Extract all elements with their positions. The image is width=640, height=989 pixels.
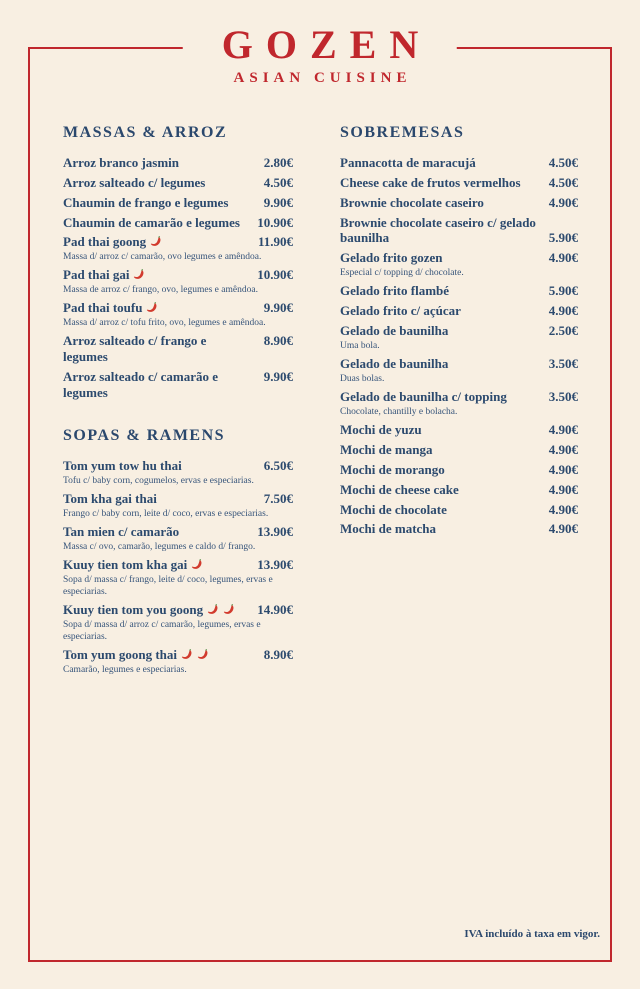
item-name: Pad thai gai	[63, 267, 145, 283]
menu-item	[340, 521, 578, 537]
menu-item	[340, 175, 578, 191]
item-price: 7.50€	[263, 490, 293, 506]
item-price: 4.90€	[548, 422, 578, 438]
menu-item	[340, 283, 578, 299]
menu-item	[340, 250, 578, 279]
item-price: 4.90€	[548, 303, 578, 319]
item-description: Tofu c/ baby corn, cogumelos, ervas e especiarias.	[63, 475, 254, 486]
chili-icon	[145, 301, 158, 314]
item-name: Kuuy tien tom you goong	[63, 602, 235, 618]
item-name: Chaumin de camarão e legumes	[63, 214, 240, 230]
item-description: Massa de arroz c/ frango, ovo, legumes e amêndoa.	[63, 285, 258, 296]
menu-item	[340, 422, 578, 438]
menu-item	[63, 491, 293, 520]
item-name: Tom yum tow hu thai	[63, 457, 182, 473]
item-name: Tan mien c/ camarão	[63, 523, 180, 539]
item-price: 9.90€	[263, 369, 293, 385]
item-price: 6.50€	[263, 457, 293, 473]
item-price: 4.90€	[548, 441, 578, 457]
menu-item	[340, 502, 578, 518]
menu-item	[63, 234, 293, 263]
menu-item	[340, 482, 578, 498]
menu-item	[340, 462, 578, 478]
menu-item	[340, 303, 578, 319]
item-price: 3.50€	[548, 389, 578, 405]
item-price: 8.90€	[263, 647, 293, 663]
item-price: 4.50€	[263, 174, 293, 190]
item-name: Tom yum goong thai	[63, 647, 209, 663]
item-description: Sopa d/ massa c/ frango, leite d/ coco, legumes, ervas e especiarias.	[63, 574, 273, 597]
section-title: SOPAS & RAMENS	[63, 426, 226, 444]
item-name: Mochi de manga	[340, 441, 433, 457]
item-name: Mochi de chocolate	[340, 501, 447, 517]
item-name: Gelado frito gozen	[340, 250, 443, 266]
tax-note: IVA incluído à taxa em vigor.	[464, 928, 600, 940]
item-description: Chocolate, chantilly e bolacha.	[340, 406, 458, 417]
item-name: Mochi de yuzu	[340, 422, 422, 438]
item-price: 4.50€	[548, 174, 578, 190]
item-price: 2.80€	[263, 155, 293, 170]
item-name: Tom kha gai thai	[63, 490, 157, 506]
header	[183, 20, 457, 93]
item-name: Cheese cake de frutos vermelhos	[340, 174, 521, 190]
menu-item	[63, 333, 293, 365]
menu-item	[63, 267, 293, 296]
right-column	[340, 124, 578, 680]
menu-item	[63, 557, 293, 598]
chili-icon	[180, 648, 193, 661]
item-name: Pad thai goong	[63, 234, 162, 250]
item-price: 9.90€	[263, 194, 293, 210]
menu-item	[63, 175, 293, 191]
item-price: 13.90€	[257, 556, 293, 572]
item-description: Especial c/ topping d/ chocolate.	[340, 268, 464, 279]
section-sobremesas	[340, 124, 578, 537]
menu-item	[63, 300, 293, 329]
item-name: Pad thai toufu	[63, 300, 158, 316]
item-name: Mochi de morango	[340, 461, 445, 477]
item-price: 9.90€	[263, 300, 293, 316]
item-description: Frango c/ baby corn, leite d/ coco, ervas e especiarias.	[63, 508, 269, 519]
menu-item	[63, 369, 293, 401]
item-price: 5.90€	[548, 230, 578, 246]
item-price: 10.90€	[257, 214, 293, 230]
menu-item	[63, 458, 293, 487]
item-name: Brownie chocolate caseiro c/ gelado baunilha	[340, 214, 536, 246]
restaurant-tagline: ASIAN CUISINE	[233, 70, 412, 86]
item-price: 14.90€	[257, 602, 293, 618]
item-price: 11.90€	[257, 234, 293, 250]
item-price: 4.90€	[548, 501, 578, 517]
item-price: 4.90€	[548, 250, 578, 266]
item-description: Camarão, legumes e especiarias.	[63, 665, 187, 676]
item-description: Sopa d/ massa d/ arroz c/ camarão, legumes, ervas e especiarias.	[63, 620, 261, 643]
item-price: 8.90€	[263, 333, 293, 349]
item-price: 5.90€	[548, 283, 578, 299]
chili-icon	[132, 268, 145, 281]
item-name: Kuuy tien tom kha gai	[63, 557, 203, 573]
menu-item	[63, 155, 293, 171]
item-name: Pannacotta de maracujá	[340, 155, 476, 170]
item-name: Arroz salteado c/ frango e legumes	[63, 333, 207, 365]
item-name: Brownie chocolate caseiro	[340, 194, 484, 210]
item-name: Arroz branco jasmin	[63, 155, 180, 170]
chili-icon	[222, 603, 235, 616]
item-price: 2.50€	[548, 323, 578, 339]
chili-icon	[190, 558, 203, 571]
section-massas-arroz	[63, 124, 293, 401]
chili-icon	[196, 648, 209, 661]
menu-item	[63, 524, 293, 553]
menu-item	[340, 389, 578, 418]
menu-item	[63, 215, 293, 231]
item-price: 13.90€	[257, 523, 293, 539]
item-name: Arroz salteado c/ legumes	[63, 174, 206, 190]
item-name: Mochi de cheese cake	[340, 481, 459, 497]
item-name: Gelado de baunilha c/ topping	[340, 389, 507, 405]
item-price: 4.90€	[548, 481, 578, 497]
section-title: MASSAS & ARROZ	[63, 124, 228, 141]
menu-item	[63, 195, 293, 211]
chili-icon	[206, 603, 219, 616]
item-description: Massa d/ arroz c/ camarão, ovo legumes e amêndoa.	[63, 252, 262, 263]
menu-item	[63, 602, 293, 643]
item-price: 4.50€	[548, 155, 578, 170]
item-price: 4.90€	[548, 194, 578, 210]
menu-item	[63, 647, 293, 676]
item-description: Uma bola.	[340, 340, 380, 351]
item-name: Chaumin de frango e legumes	[63, 194, 229, 210]
item-name: Mochi de matcha	[340, 521, 437, 537]
chili-icon	[149, 235, 162, 248]
restaurant-name: GOZEN	[221, 22, 432, 67]
item-name: Gelado de baunilha	[340, 356, 449, 372]
item-name: Arroz salteado c/ camarão e legumes	[63, 369, 218, 401]
section-sopas-ramens	[63, 427, 293, 676]
menu-item	[340, 356, 578, 385]
item-price: 4.90€	[548, 461, 578, 477]
item-name: Gelado frito c/ açúcar	[340, 303, 461, 319]
section-title: SOBREMESAS	[340, 124, 465, 141]
menu-item	[340, 323, 578, 352]
item-description: Duas bolas.	[340, 373, 385, 384]
item-description: Massa d/ arroz c/ tofu frito, ovo, legumes e amêndoa.	[63, 318, 266, 329]
item-price: 4.90€	[548, 521, 578, 537]
item-price: 10.90€	[257, 267, 293, 283]
menu-item	[340, 442, 578, 458]
item-name: Gelado frito flambé	[340, 283, 450, 299]
menu-item	[340, 215, 578, 247]
item-name: Gelado de baunilha	[340, 323, 449, 339]
menu-item	[340, 195, 578, 211]
menu-item	[340, 155, 578, 171]
menu-content	[63, 124, 578, 680]
item-price: 3.50€	[548, 356, 578, 372]
item-description: Massa c/ ovo, camarão, legumes e caldo d/ frango.	[63, 541, 256, 552]
left-column	[63, 124, 293, 680]
